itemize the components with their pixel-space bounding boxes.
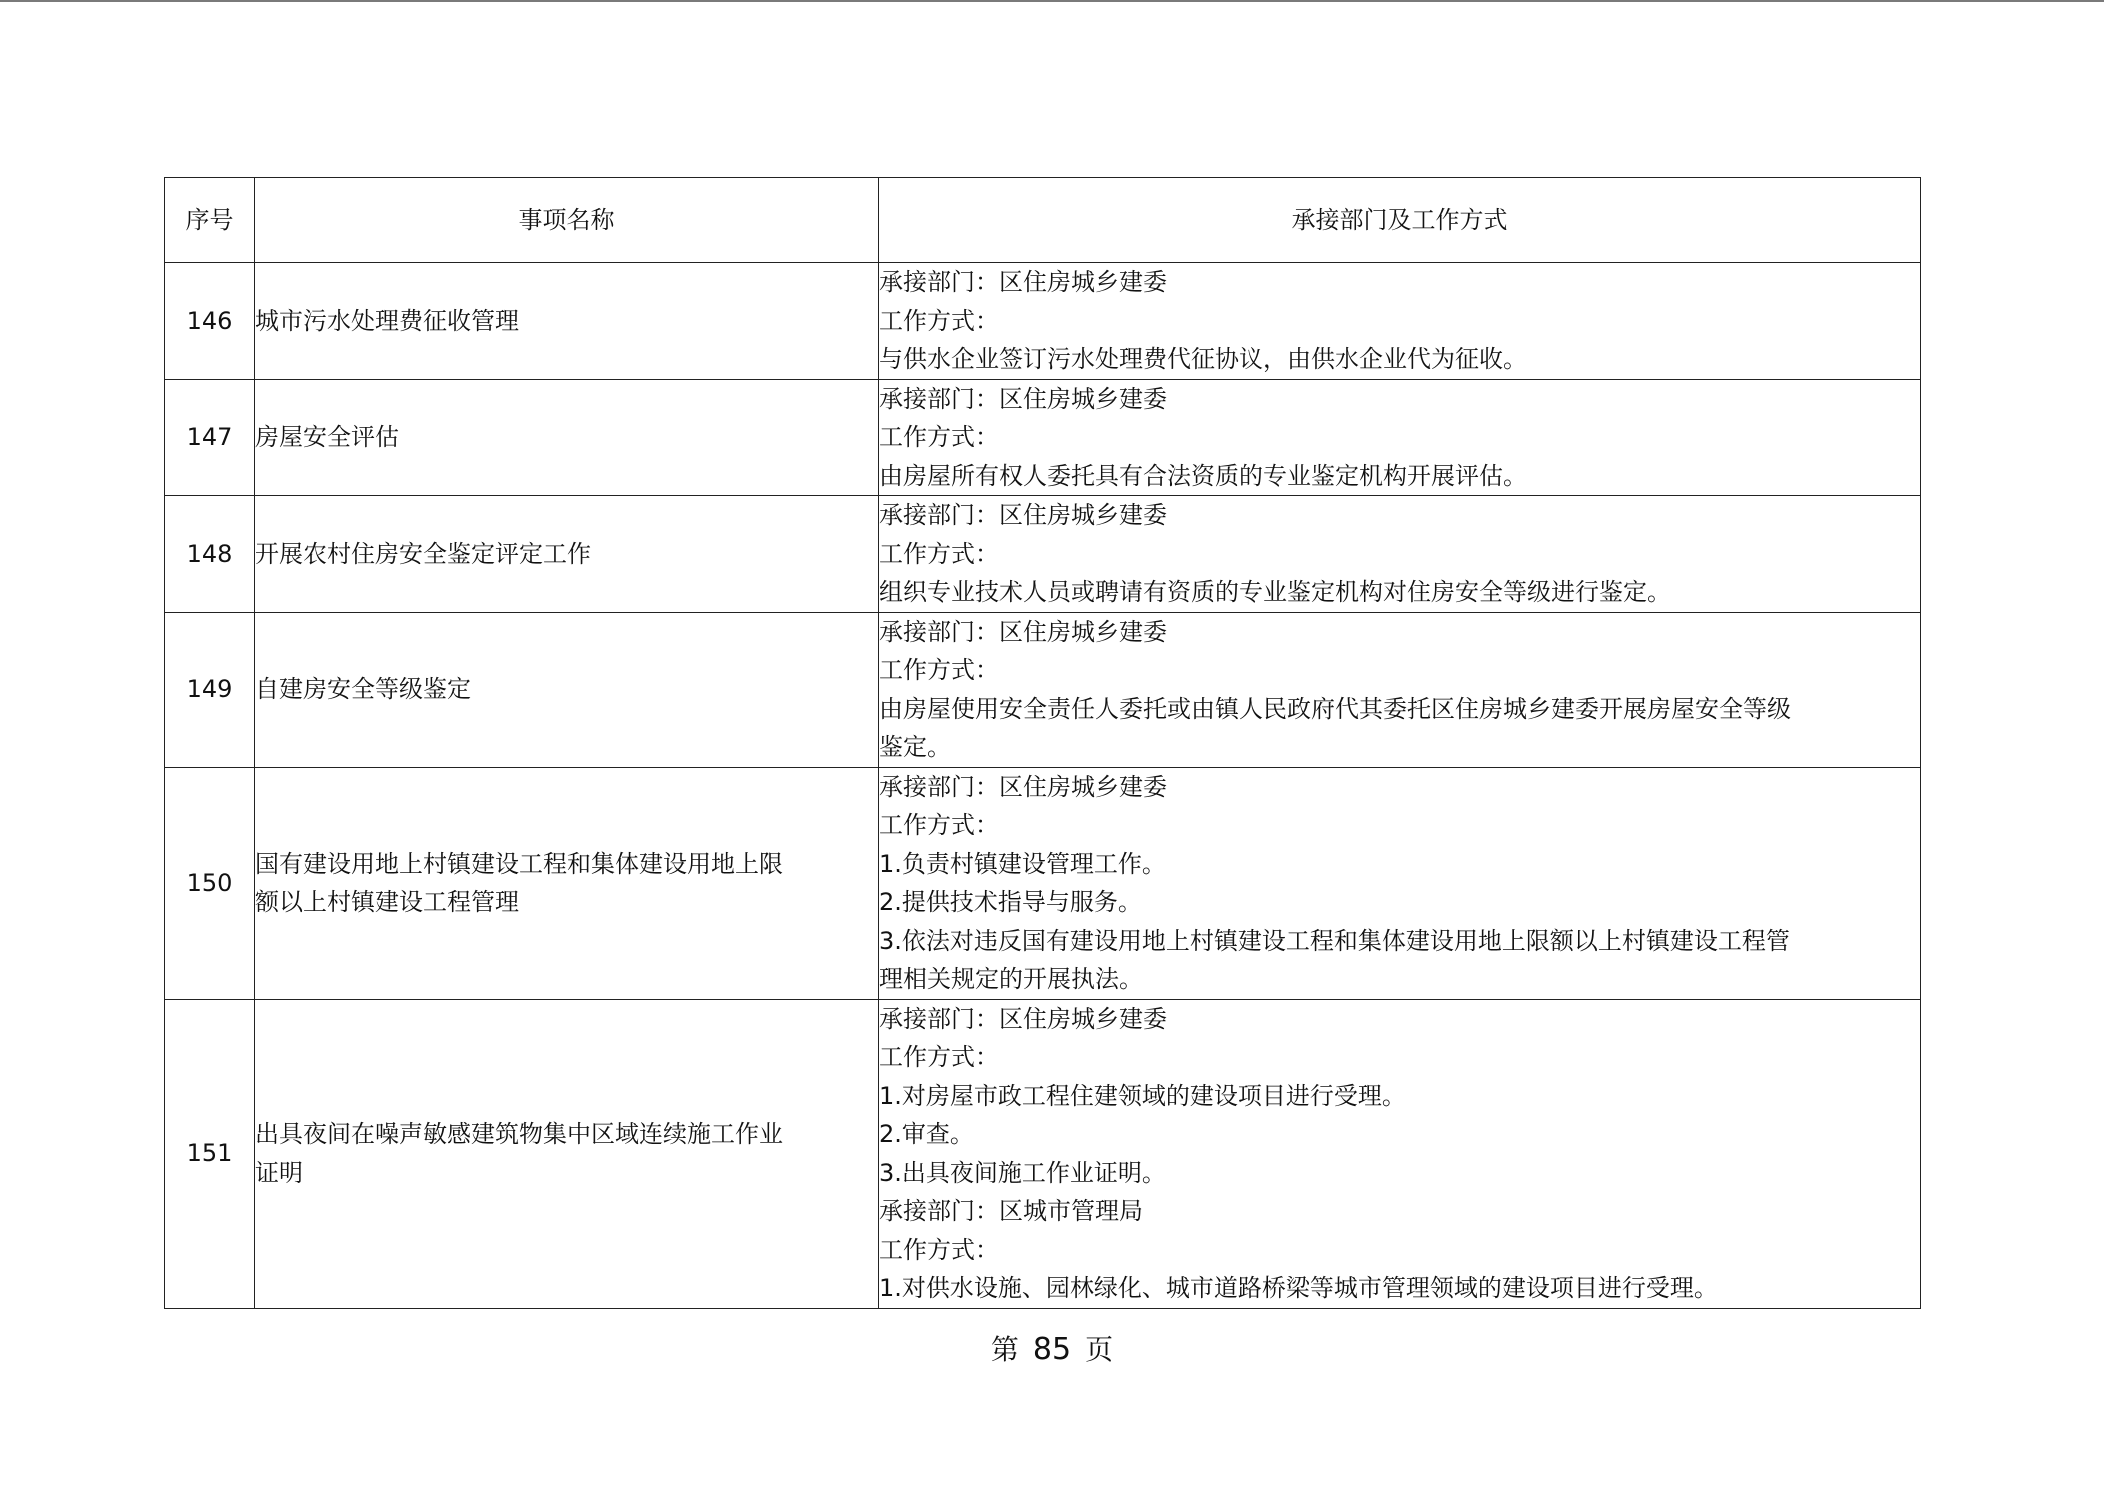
dept-line: 承接部门：区住房城乡建委: [879, 617, 1167, 646]
method-label: 工作方式：: [879, 656, 999, 684]
page-number: 85: [1032, 1332, 1072, 1367]
method-text: 与供水企业签订污水处理费代征协议，由供水企业代为征收。: [879, 345, 1527, 373]
method-step: 2.审查。: [879, 1120, 974, 1148]
item-name-line: 出具夜间在噪声敏感建筑物集中区域连续施工作业: [255, 1120, 783, 1148]
page-prefix: 第: [990, 1333, 1019, 1366]
items-table: [164, 177, 1921, 1309]
table-row: [165, 263, 1921, 380]
page-suffix: 页: [1085, 1333, 1114, 1366]
table-row: [165, 999, 1921, 1308]
method-label: 工作方式：: [879, 1235, 999, 1264]
dept-line: 承接部门：区住房城乡建委: [879, 384, 1167, 413]
table-row: [165, 612, 1921, 767]
header-item-name: 事项名称: [255, 178, 879, 263]
dept-method-cell: [879, 496, 1921, 613]
item-name-line: 额以上村镇建设工程管理: [255, 888, 519, 916]
method-text: 由房屋所有权人委托具有合法资质的专业鉴定机构开展评估。: [879, 461, 1527, 490]
method-text: 鉴定。: [879, 733, 951, 761]
method-text: 由房屋使用安全责任人委托或由镇人民政府代其委托区住房城乡建委开展房屋安全等级: [879, 694, 1791, 723]
dept-method-cell: [879, 612, 1921, 767]
dept-line: 承接部门：区住房城乡建委: [879, 268, 1167, 296]
method-label: 工作方式：: [879, 306, 999, 335]
table-row: [165, 496, 1921, 613]
dept-line: 承接部门：区住房城乡建委: [879, 501, 1167, 529]
method-step: 1.负责村镇建设管理工作。: [879, 849, 1166, 878]
row-number: 148: [165, 496, 255, 613]
row-number: 151: [165, 999, 255, 1308]
item-name: 自建房安全等级鉴定: [255, 612, 879, 767]
header-row: [165, 178, 1921, 263]
dept-line: 承接部门：区住房城乡建委: [879, 772, 1167, 801]
method-step: 1.对供水设施、园林绿化、城市道路桥梁等城市管理领域的建设项目进行受理。: [879, 1274, 1718, 1302]
header-dept-method: 承接部门及工作方式: [879, 178, 1921, 263]
method-step: 理相关规定的开展执法。: [879, 965, 1143, 993]
item-name-line: 国有建设用地上村镇建设工程和集体建设用地上限: [255, 849, 783, 878]
dept-method-cell: [879, 379, 1921, 496]
method-label: 工作方式：: [879, 539, 999, 568]
item-name: 开展农村住房安全鉴定评定工作: [255, 496, 879, 613]
dept-method-cell: [879, 999, 1921, 1308]
header-seq: 序号: [165, 178, 255, 263]
method-step: 2.提供技术指导与服务。: [879, 888, 1142, 916]
item-name: [255, 999, 879, 1308]
item-name: 房屋安全评估: [255, 379, 879, 496]
row-number: 150: [165, 767, 255, 999]
row-number: 147: [165, 379, 255, 496]
method-step: 3.依法对违反国有建设用地上村镇建设工程和集体建设用地上限额以上村镇建设工程管: [879, 926, 1790, 955]
page-footer: [0, 1330, 2104, 1370]
item-name: 城市污水处理费征收管理: [255, 263, 879, 380]
table-row: [165, 767, 1921, 999]
item-name-line: 证明: [255, 1158, 303, 1187]
table-row: [165, 379, 1921, 496]
method-label: 工作方式：: [879, 423, 999, 451]
top-border-line: [0, 0, 2104, 2]
row-number: 146: [165, 263, 255, 380]
row-number: 149: [165, 612, 255, 767]
dept-method-cell: [879, 767, 1921, 999]
method-label: 工作方式：: [879, 811, 999, 839]
method-label: 工作方式：: [879, 1043, 999, 1071]
method-step: 1.对房屋市政工程住建领域的建设项目进行受理。: [879, 1081, 1406, 1110]
method-text: 组织专业技术人员或聘请有资质的专业鉴定机构对住房安全等级进行鉴定。: [879, 578, 1671, 606]
dept-line: 承接部门：区城市管理局: [879, 1197, 1143, 1225]
dept-method-cell: [879, 263, 1921, 380]
method-step: 3.出具夜间施工作业证明。: [879, 1158, 1166, 1187]
dept-line: 承接部门：区住房城乡建委: [879, 1004, 1167, 1033]
item-name: [255, 767, 879, 999]
